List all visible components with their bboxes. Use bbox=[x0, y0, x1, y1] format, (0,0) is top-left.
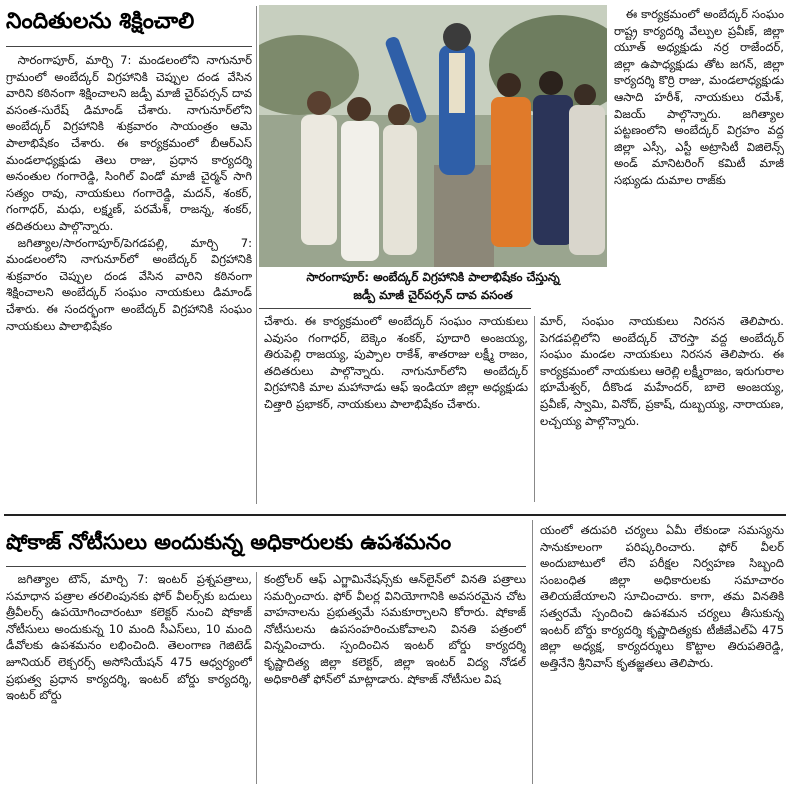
story1-column-3-continued-text: మార్, సంఘం నాయకులు నిరసన తెలిపారు. పెగడపల్లిలోని అంబేద్కర్ చౌరస్తా వద్ద అంబేద్కర్ సంఘం మండల నాయకులు నిరసన తెలిపారు. ఈ కార్యక్రమంలో నాయకులు ఆరెల్లి లక్ష్మీరాజం, ఇరుగురాల భూమేశ్వర్, దీకొండ మహేందర్, బాలె అంజయ్య, ప్రవీణ్, స్వామి, వినోద్, ప్రకాష్, దుబ్బయ్య, నారాయణ, లచ్చయ్య పాల్గొన్నారు. bbox=[540, 314, 784, 428]
story1-column-3 bbox=[614, 6, 784, 304]
story1-headline-underline bbox=[6, 46, 252, 47]
photo-caption-line-2: జడ్పీ మాజీ చైర్‌పర్సన్ దావ వసంత bbox=[353, 288, 513, 302]
caption-underline bbox=[259, 308, 531, 309]
photo-caption bbox=[259, 268, 607, 304]
story2-column-3-text: యంలో తదుపరి చర్యలు ఏమీ లేకుండా సమస్యను సానుకూలంగా పరిష్కరించారు. ఫోర్ వీలర్ అందుబాటులో లేని పరీక్షల నిర్వహణ సిబ్బంది సంబంధిత జిల్లా అధికారులకు సమాచారం తెలియజేయాలని సూచించారు. కాగా, తమ వినతికి సత్వరమే స్పందించి ఉపశమన చర్యలు తీసుకున్న ఇంటర్ బోర్డు కార్యదర్శి కృష్ణాదిత్యకు టీజీజేఎల్ఏ 475 జిల్లా అధ్యక్ష, కార్యదర్శులు కొట్టాల తిరుపతిరెడ్డి, అత్తినేని శ్రీనివాస్ కృతజ్ఞతలు తెలిపారు. bbox=[540, 523, 784, 670]
photo-illustration bbox=[259, 5, 607, 267]
column-divider-1 bbox=[256, 6, 257, 504]
story1-headline: నిందితులను శిక్షించాలి bbox=[6, 9, 195, 34]
column-divider-2 bbox=[534, 316, 535, 502]
story2-column-3 bbox=[540, 522, 784, 784]
story1-column-3-text: ఈ కార్యక్రమంలో అంబేద్కర్ సంఘం రాష్ట్ర కార్యదర్శి వేల్పుల ప్రవీణ్, జిల్లా యూత్ అధ్యక్షుడు నర్ర రాజేందర్, జిల్లా ఉపాధ్యక్షుడు తోట జగన్, జిల్లా కార్యదర్శి కొర్రి రాజు, మండలాధ్యక్షుడు ఆసాది హరీశ్, నాయకులు రమేశ్, విజయ్ పాల్గొన్నారు. జగిత్యాల పట్టణంలోని అంబేద్కర్ విగ్రహం వద్ద జిల్లా ఎస్సీ, ఎస్టీ అట్రాసిటీ విజిలెన్స్ అండ్ మానిటరింగ్ కమిటీ మాజీ సభ్యుడు దుమాల రాజ్‌కు bbox=[614, 7, 784, 187]
story1-column-2-text: చేశారు. ఈ కార్యక్రమంలో అంబేద్కర్ సంఘం నాయకులు ఎవుసం గంగాధర్, బెక్కెం శంకర్, పూదారి అంజయ్య, తిరుపెల్లి రాజయ్య, పుప్పాల రాకేశ్, శాతరాజు లక్ష్మీ రాజం, తదితరులు పాల్గొన్నారు. నాగునూర్‌లోని అంబేద్కర్ విగ్రహానికి మాల మహానాడు ఆఫ్ ఇండియా జిల్లా అధ్యక్షుడు చిత్తారి ప్రభాకర్, నాయకులు పాలాభిషేకం చేశారు. bbox=[264, 314, 528, 411]
column-divider-3 bbox=[532, 520, 533, 784]
column-divider-4 bbox=[256, 572, 257, 784]
story2-column-1-text: జగిత్యాల టౌన్, మార్చి 7: ఇంటర్ ప్రశ్నపత్రాలు, సమాధాన పత్రాల తరలింపునకు ఫోర్ వీలర్స్‌కు బదులు త్రీవీలర్స్ ఉపయోగించారంటూ కలెక్టర్ నుంచి షోకాజ్ నోటీసులు అందుకున్న 10 మంది సీఎస్‌లు, 10 మంది డీవోలకు ఉపశమనం లభించింది. తెలంగాణ గెజిటెడ్ జూనియర్ లెక్చరర్స్ అసోసియేషన్ 475 ఆధ్వర్యంలో ప్రభుత్వ ప్రధాన కార్యదర్శి, ఇంటర్ బోర్డు కార్యదర్శి, ఇంటర్ బోర్డు bbox=[6, 572, 252, 703]
story1-column-2 bbox=[264, 313, 528, 499]
story1-column-3-continued bbox=[540, 313, 784, 499]
story2-column-1 bbox=[6, 571, 252, 785]
story-separator bbox=[4, 514, 786, 516]
story1-paragraph-2: జగిత్యాల/సారంగాపూర్/పెగడపల్లి, మార్చి 7: మండలంలోని నాగునూర్‌లో అంబేద్కర్ విగ్రహానికి శుక్రవారం చెప్పుల దండ వేసిన వారిని కఠినంగా శిక్షించాలని అంబేద్కర్ సంఘం నాయకులు డిమాండ్ చేశారు. ఈ సందర్భంగా అంబేద్కర్ విగ్రహానికి సంఘం నాయకులు పాలాభిషేకం bbox=[6, 235, 252, 333]
story2-headline-underline bbox=[6, 566, 526, 567]
photo-caption-line-1: సారంగాపూర్: అంబేద్కర్ విగ్రహానికి పాలాభిషేకం చేస్తున్న bbox=[306, 270, 560, 284]
story2-column-2 bbox=[264, 571, 526, 785]
story1-paragraph-1: సారంగాపూర్, మార్చి 7: మండలంలోని నాగునూర్ గ్రామంలో అంబేద్కర్ విగ్రహానికి చెప్పుల దండ వేసిన వారిని కఠినంగా శిక్షించాలని జడ్పీ మాజీ చైర్‌పర్సన్ దావ వసంత-సురేష్ డిమాండ్ చేశారు. నాగునూర్‌లోని అంబేద్కర్ విగ్రహానికి శుక్రవారం సాయంత్రం ఆమె పాలాభిషేకం చేశారు. ఈ కార్యక్రమంలో బీఆర్‌ఎస్ మండలాధ్యక్షుడు తెలు రాజు, ప్రధాన కార్యదర్శి అనంతుల గంగారెడ్డి, సింగిల్ విండో మాజీ చైర్మన్ సాగి సత్యం రావు, నాయకులు గంగారెడ్డి, మదన్, శంకర్, గంగాధర్, మధు, లక్ష్మణ్, పరమేశ్, రాజన్న, శంకర్, తదితరులు పాల్గొన్నారు. bbox=[6, 53, 252, 233]
story2-headline: షోకాజ్ నోటీసులు అందుకున్న అధికారులకు ఉపశమనం bbox=[6, 530, 452, 554]
story2-column-2-text: కంట్రోలర్ ఆఫ్ ఎగ్జామినేషన్స్‌కు ఆన్‌లైన్‌లో వినతి పత్రాలు సమర్పించారు. ఫోర్ వీలర్ల వినియోగానికి అవసరమైన చోట వాహనాలను ప్రభుత్వమే సమకూర్చాలని కోరారు. షోకాజ్ నోటీసులను ఉపసంహరించుకోవాలని వినతి పత్రంలో విన్నవించారు. స్పందించిన ఇంటర్ బోర్డు కార్యదర్శి కృష్ణాదిత్య జిల్లా కలెక్టర్, జిల్లా ఇంటర్ విద్య నోడల్ అధికారితో ఫోన్‌లో మాట్లాడారు. షోకాజ్ నోటీసుల విష bbox=[264, 572, 526, 686]
story1-column-1 bbox=[6, 52, 252, 500]
ambedkar-statue-photo bbox=[259, 5, 607, 267]
